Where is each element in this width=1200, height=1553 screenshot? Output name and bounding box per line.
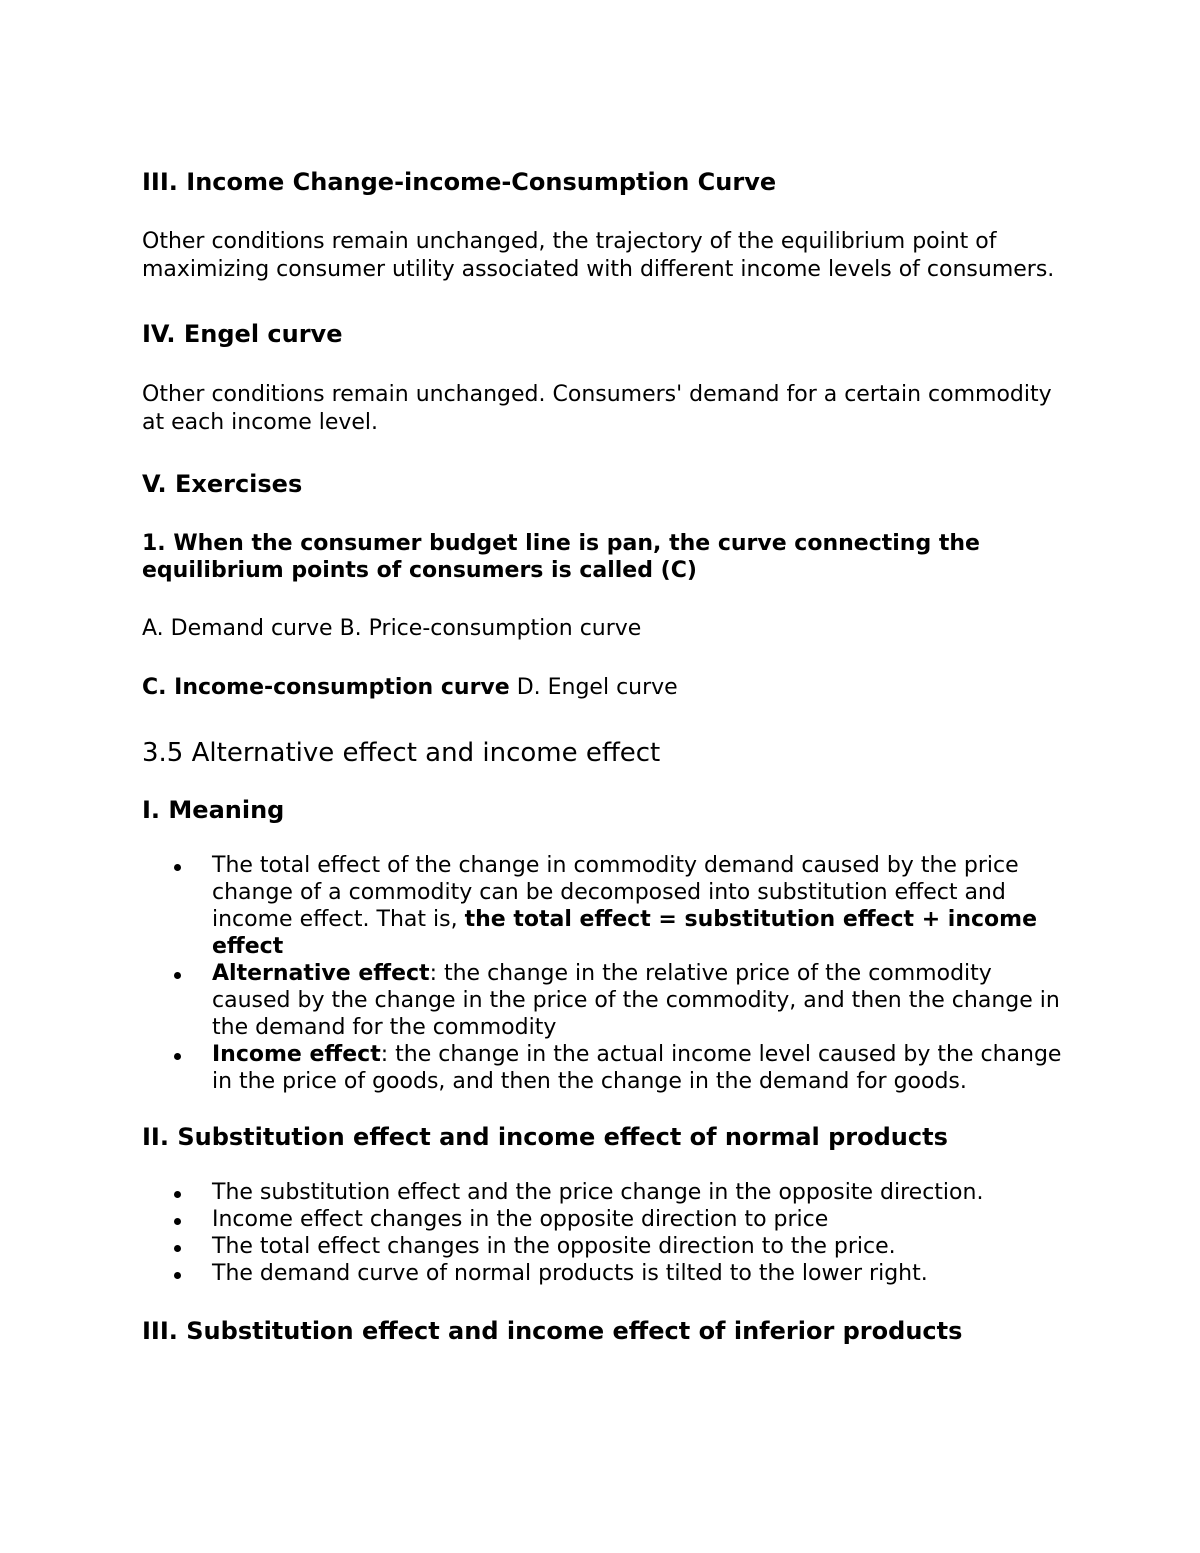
bullet-icon — [174, 1191, 181, 1198]
chapter-title: 3.5 Alternative effect and income effect — [142, 738, 661, 768]
bullet-icon — [174, 1053, 181, 1060]
list-item: The total effect changes in the opposite direction to the price. — [142, 1233, 1062, 1260]
meaning-bullet-list — [142, 852, 1062, 1095]
exercise-option-c-answer: C. Income-consumption curve — [142, 675, 510, 700]
exercise-options-cd — [142, 674, 1062, 702]
heading-exercises: V. Exercises — [142, 470, 303, 498]
normal-products-bullet-list — [142, 1179, 1062, 1287]
heading-inferior-products: III. Substitution effect and income effect of inferior products — [142, 1317, 963, 1345]
paragraph-income-consumption-definition: Other conditions remain unchanged, the trajectory of the equilibrium point of maximizing consumer utility associated with different income levels of consumers. — [142, 229, 1055, 282]
list-item: The demand curve of normal products is tilted to the lower right. — [142, 1260, 1062, 1287]
heading-income-consumption-curve: III. Income Change-income-Consumption Curve — [142, 168, 777, 196]
bullet-icon — [174, 864, 181, 871]
paragraph-engel-definition: Other conditions remain unchanged. Consumers' demand for a certain commodity at each income level. — [142, 382, 1052, 435]
bullet-icon — [174, 1272, 181, 1279]
list-item: Alternative effect: the change in the relative price of the commodity caused by the change in the price of the commodity, and then the change in the demand for the commodity — [142, 960, 1062, 1041]
heading-meaning: I. Meaning — [142, 796, 285, 824]
document-page — [142, 166, 1062, 1347]
bullet-icon — [174, 1218, 181, 1225]
exercise-question-1: 1. When the consumer budget line is pan, the curve connecting the equilibrium points of consumers is called (C) — [142, 531, 980, 583]
list-item: Income effect: the change in the actual income level caused by the change in the price of goods, and then the change in the demand for goods. — [142, 1041, 1062, 1095]
list-item: The substitution effect and the price change in the opposite direction. — [142, 1179, 1062, 1206]
bullet-icon — [174, 972, 181, 979]
bullet-icon — [174, 1245, 181, 1252]
exercise-options-ab: A. Demand curve B. Price-consumption curve — [142, 616, 642, 641]
list-item: The total effect of the change in commodity demand caused by the price change of a commodity can be decomposed into substitution effect and income effect. That is, the total effect = substitution effect + income effect — [142, 852, 1062, 960]
heading-normal-products: II. Substitution effect and income effect of normal products — [142, 1123, 948, 1151]
heading-engel-curve: IV. Engel curve — [142, 320, 343, 348]
list-item: Income effect changes in the opposite direction to price — [142, 1206, 1062, 1233]
exercise-option-d: D. Engel curve — [509, 675, 678, 700]
